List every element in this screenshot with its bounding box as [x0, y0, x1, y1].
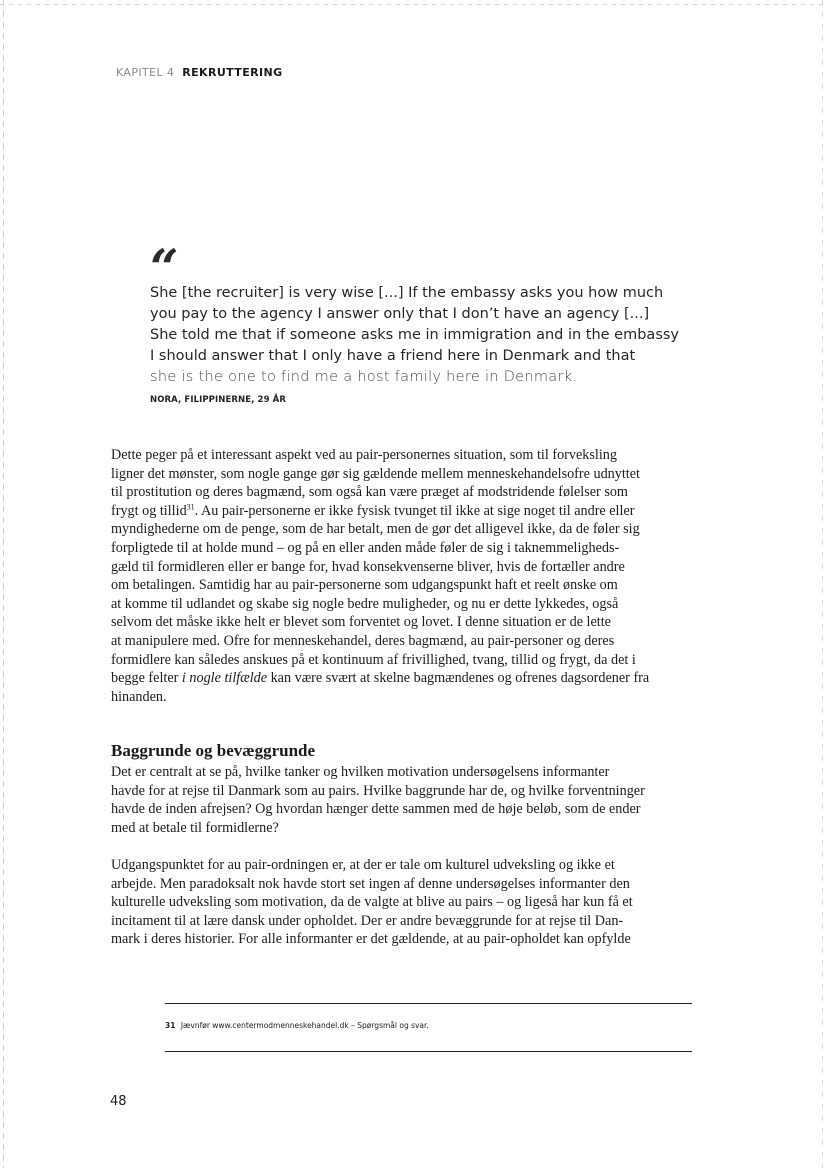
- text-line: myndighederne om de penge, som de har betalt, men de gør det alligevel ikke, da de føler sig: [111, 521, 640, 538]
- text-line: [111, 669, 696, 688]
- quote-attribution: NORA, FILIPPINERNE, 29 ÅR: [150, 395, 286, 405]
- text-line: mark i deres historier. For alle informanter er det gældende, at au pair-opholdet kan opfylde: [111, 931, 631, 948]
- text-line: ligner det mønster, som nogle gange gør sig gældende mellem menneskehandelsofre udnyttet: [111, 465, 640, 482]
- footnote-reference: 31: [186, 502, 195, 512]
- body-paragraph-3: [111, 856, 696, 949]
- text-line: kulturelle udveksling som motivation, da de valgte at blive au pairs – og ligeså har kun få et: [111, 894, 633, 911]
- footnote-rule-bottom: [165, 1051, 692, 1052]
- quote-line: she is the one to find me a host family here in Denmark.: [150, 369, 578, 385]
- text-fragment: . Au pair-personerne er ikke fysisk tvunget til ikke at sige noget til andre eller: [194, 502, 635, 519]
- text-line: til prostitution og deres bagmænd, som også kan være præget af modstridende følelser som: [111, 484, 628, 501]
- page-number: 48: [110, 1094, 127, 1109]
- text-line: selvom det måske ikke helt er blevet som forventet og lovet. I denne situation er de lette: [111, 614, 611, 631]
- chapter-label: KAPITEL 4: [116, 66, 175, 79]
- text-line: havde for at rejse til Danmark som au pairs. Hvilke baggrunde har de, og hvilke forventninger: [111, 782, 645, 799]
- text-line: havde de inden afrejsen? Og hvordan hænger dette sammen med de høje beløb, som de ender: [111, 801, 641, 818]
- pull-quote: [150, 283, 710, 388]
- text-line: Det er centralt at se på, hvilke tanker og hvilken motivation undersøgelsens informanter: [111, 764, 610, 780]
- section-heading: Baggrunde og bevæggrunde: [111, 741, 316, 760]
- text-line: Udgangspunktet for au pair-ordningen er, at der er tale om kulturel udveksling og ikke et: [111, 857, 615, 873]
- text-line: at manipulere med. Ofre for menneskehandel, deres bagmænd, au pair-personer og deres: [111, 632, 615, 649]
- text-line: Dette peger på et interessant aspekt ved au pair-personernes situation, som til forveksling: [111, 447, 617, 463]
- page-edge-right: [822, 0, 823, 1168]
- page-edge-top: [0, 4, 825, 5]
- text-line: incitament til at lære dansk under opholdet. Der er andre bevæggrunde for at rejse til Dan-: [111, 912, 624, 929]
- emphasis: i nogle tilfælde: [181, 670, 268, 687]
- text-line: formidlere kan således anskues på et kontinuum af frivillighed, tvang, tillid og frygt, da det i: [111, 651, 636, 668]
- text-line: gæld til formidleren eller er bange for, hvad konsekvenserne bliver, hvis de fortæller andre: [111, 558, 625, 575]
- page-edge-left: [3, 0, 4, 1168]
- text-fragment: kan være svært at skelne bagmændenes og ofrenes dagsordener fra: [267, 670, 650, 687]
- text-fragment: begge felter: [111, 670, 182, 687]
- footnote-number: 31: [165, 1021, 176, 1030]
- body-paragraph-1: [111, 446, 696, 706]
- text-line: arbejde. Men paradoksalt nok havde stort set ingen af denne undersøgelses informanter den: [111, 875, 630, 892]
- text-line: at komme til udlandet og skabe sig nogle bedre muligheder, og nu er dette lykkedes, også: [111, 595, 619, 612]
- text-fragment: frygt og tillid: [111, 502, 187, 519]
- quote-line: you pay to the agency I answer only that I don’t have an agency [...]: [150, 306, 650, 322]
- footnote: [165, 1021, 429, 1030]
- running-header: [116, 66, 283, 79]
- footnote-rule-top: [165, 1003, 692, 1004]
- quote-line: I should answer that I only have a friend here in Denmark and that: [150, 348, 636, 364]
- quote-mark-icon: “: [143, 238, 181, 297]
- body-paragraph-2: [111, 763, 696, 837]
- text-line: om betalingen. Samtidig har au pair-personerne som udgangspunkt haft et reelt ønske om: [111, 577, 618, 594]
- quote-line: She told me that if someone asks me in immigration and in the embassy: [150, 327, 680, 343]
- text-line: med at betale til formidlerne?: [111, 819, 279, 836]
- text-line: hinanden.: [111, 688, 167, 705]
- text-line: [111, 502, 696, 521]
- footnote-text: Jævnfør www.centermodmenneskehandel.dk – Spørgsmål og svar.: [180, 1021, 429, 1030]
- section-label: REKRUTTERING: [182, 66, 283, 79]
- quote-line: She [the recruiter] is very wise [...] If the embassy asks you how much: [150, 285, 664, 301]
- text-line: forpligtede til at holde mund – og på en eller anden måde føler de sig i taknemmeligheds-: [111, 539, 620, 556]
